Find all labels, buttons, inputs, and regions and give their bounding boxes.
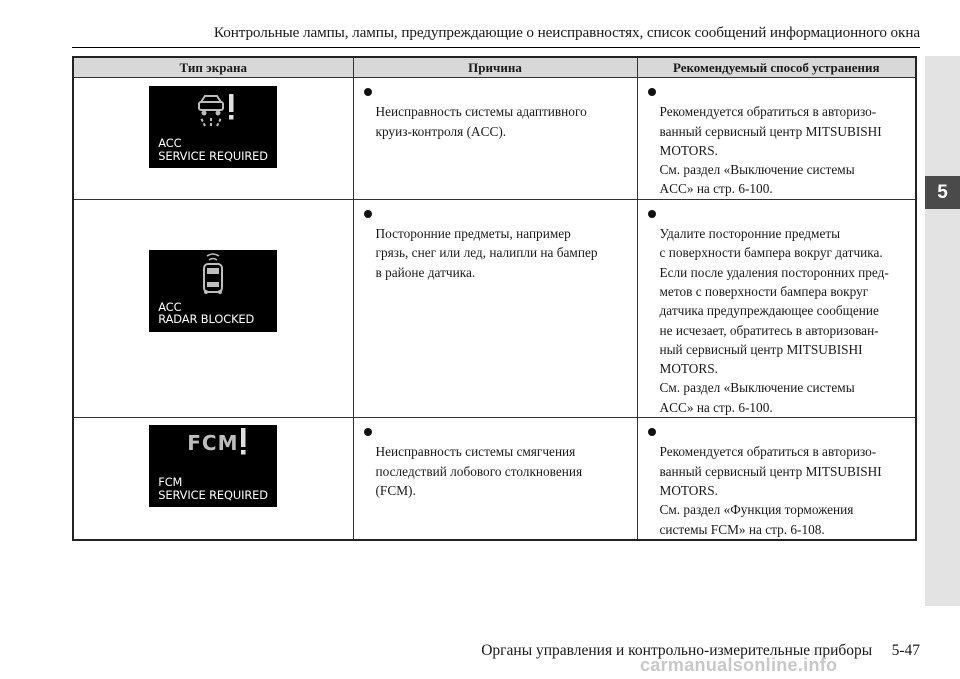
screen-cell xyxy=(73,78,353,200)
chapter-number: 5 xyxy=(925,176,960,209)
column-header-remedy: Рекомендуемый способ устранения xyxy=(637,57,916,78)
radar-blocked-display xyxy=(149,250,277,332)
display-caption: ACC SERVICE REQUIRED xyxy=(158,136,268,163)
remedy-item xyxy=(638,83,916,199)
bullet-icon xyxy=(648,210,656,218)
remedy-text: Рекомендуется обратиться в авторизо- ванный сервисный центр MITSUBISHI MOTORS. См. раздел «Выключение системы ACC» на стр. 6-100. xyxy=(659,104,882,197)
screen-cell xyxy=(73,199,353,417)
cause-text: Неисправность системы адаптивного круиз-контроля (ACC). xyxy=(375,104,587,139)
remedy-cell xyxy=(637,418,916,540)
watermark: carmanualsonline.info xyxy=(640,655,838,675)
bullet-icon xyxy=(648,88,656,96)
table-row xyxy=(73,199,916,417)
message-table xyxy=(72,56,917,541)
screen-cell xyxy=(73,418,353,540)
remedy-cell xyxy=(637,78,916,200)
column-header-cause: Причина xyxy=(353,57,637,78)
remedy-item xyxy=(638,423,916,539)
remedy-item xyxy=(638,205,916,417)
page-footer: Органы управления и контрольно-измерительные приборы 5-47 xyxy=(481,642,920,659)
page-header: Контрольные лампы, лампы, предупреждающие о неисправностях, список сообщений информационного окна xyxy=(213,24,920,41)
acc-service-display xyxy=(149,86,277,168)
bullet-icon xyxy=(364,428,372,436)
fcm-service-display xyxy=(149,425,277,507)
cause-item xyxy=(354,83,637,141)
table-row xyxy=(73,418,916,540)
table-header-row xyxy=(73,57,916,78)
cause-text: Неисправность системы смягчения последствий лобового столкновения (FCM). xyxy=(375,444,583,498)
table-row xyxy=(73,78,916,200)
cause-cell xyxy=(353,78,637,200)
display-caption: FCM SERVICE REQUIRED xyxy=(158,475,268,502)
bullet-icon xyxy=(364,210,372,218)
cause-cell xyxy=(353,418,637,540)
header-divider xyxy=(72,47,920,48)
cause-cell xyxy=(353,199,637,417)
display-caption: ACC RADAR BLOCKED xyxy=(158,299,255,327)
fcm-display-title: FCM xyxy=(187,431,239,456)
cause-item xyxy=(354,423,637,500)
remedy-text: Рекомендуется обратиться в авторизо- ванный сервисный центр MITSUBISHI MOTORS. См. раздел «Функция торможения системы FCM» на стр. 6-108. xyxy=(659,444,882,537)
bullet-icon xyxy=(364,88,372,96)
bullet-icon xyxy=(648,428,656,436)
chapter-side-tab xyxy=(925,56,960,606)
cause-text: Посторонние предметы, например грязь, снег или лед, налипли на бампер в районе датчика. xyxy=(375,226,598,280)
column-header-screen: Тип экрана xyxy=(73,57,353,78)
cause-item xyxy=(354,205,637,282)
remedy-cell xyxy=(637,199,916,417)
remedy-text: Удалите посторонние предметы с поверхности бампера вокруг датчика. Если после удаления посторонних пред- метов с поверхности бампера вокруг датчика предупреждающее сообщение не исчезает, обратитесь в авторизован- ный сервисный центр MITSUBISHI MOTORS. См. раздел «Выключение системы ACC» на стр. 6-100. xyxy=(659,226,889,415)
